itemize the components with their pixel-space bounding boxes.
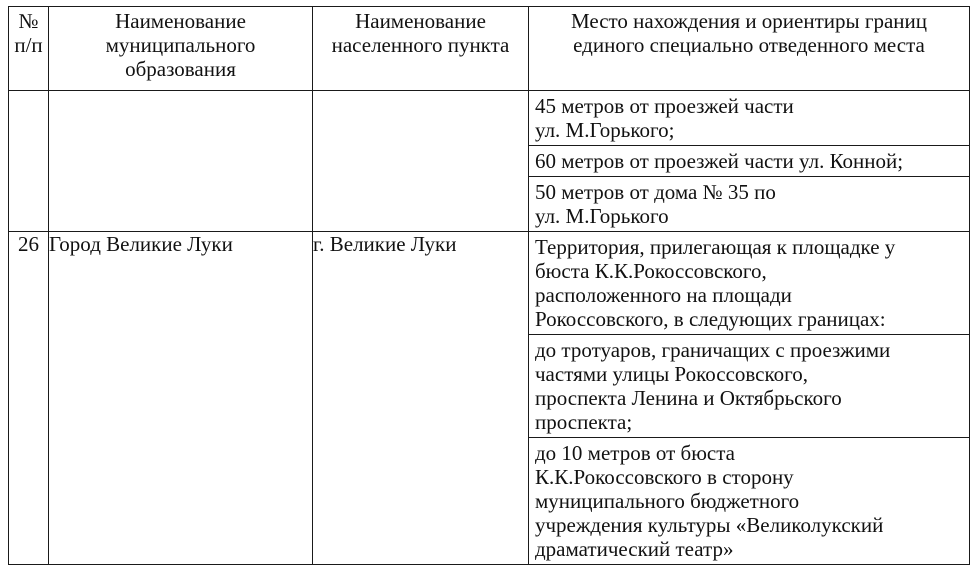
locations-table — [8, 6, 970, 565]
cell-settlement — [313, 91, 529, 232]
location-item: 50 метров от дома № 35 по ул. М.Горького — [529, 176, 969, 231]
location-item: Территория, прилегающая к площадке у бюста К.К.Рокоссовского, расположенного на площади Рокоссовского, в следующих границах: — [535, 235, 896, 331]
header-num: № п/п — [9, 7, 49, 91]
cell-municipality — [49, 91, 313, 232]
cell-location — [529, 91, 970, 232]
header-settlement: Наименование населенного пункта — [313, 7, 529, 91]
header-location: Место нахождения и ориентиры границ единого специально отведенного места — [529, 7, 970, 91]
table-row-continued — [9, 91, 970, 232]
table-header-row — [9, 7, 970, 91]
location-item: до 10 метров от бюста К.К.Рокоссовского в сторону муниципального бюджетного учреждения культуры «Великолукский драматический театр» — [529, 437, 969, 564]
location-item: 60 метров от проезжей части ул. Конной; — [529, 145, 969, 176]
cell-num — [9, 91, 49, 232]
location-item: 45 метров от проезжей части ул. М.Горького; — [535, 94, 794, 142]
cell-num: 26 — [9, 232, 49, 565]
location-item: до тротуаров, граничащих с проезжими частями улицы Рокоссовского, проспекта Ленина и Октябрьского проспекта; — [529, 334, 969, 437]
header-municipality: Наименование муниципального образования — [49, 7, 313, 91]
cell-settlement: г. Великие Луки — [313, 232, 529, 565]
cell-location — [529, 232, 970, 565]
table-row-26 — [9, 232, 970, 565]
cell-municipality: Город Великие Луки — [49, 232, 313, 565]
